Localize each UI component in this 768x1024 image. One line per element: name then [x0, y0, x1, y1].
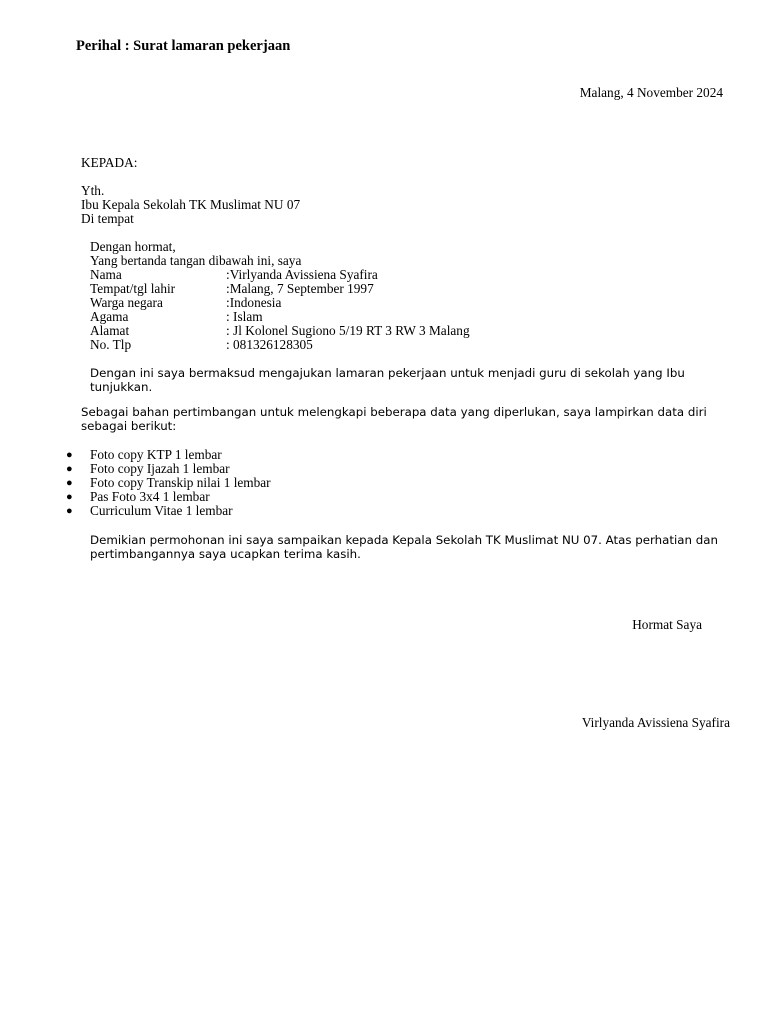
- list-item: [66, 504, 271, 518]
- identity-label: Nama: [90, 267, 122, 282]
- attachment-intro-paragraph: Sebagai bahan pertimbangan untuk melengkapi beberapa data yang diperlukan, saya lampirkan data diri sebagai berikut:: [81, 405, 707, 433]
- identity-value: : Jl Kolonel Sugiono 5/19 RT 3 RW 3 Malang: [226, 323, 470, 338]
- identity-row: [90, 268, 470, 282]
- letter-date: Malang, 4 November 2024: [579, 85, 723, 100]
- list-item-text: Foto copy Ijazah 1 lembar: [90, 461, 230, 476]
- intro-line: Yang bertanda tangan dibawah ini, saya: [90, 253, 302, 268]
- identity-label: Alamat: [90, 323, 130, 338]
- identity-row: [90, 282, 470, 296]
- recipient-address: [81, 184, 300, 226]
- bullet-icon: ●: [66, 505, 73, 517]
- address-line: Di tempat: [81, 211, 134, 226]
- list-item: [66, 448, 271, 462]
- identity-value: : 081326128305: [226, 337, 313, 352]
- identity-value: :Malang, 7 September 1997: [226, 281, 374, 296]
- address-line: Yth.: [81, 183, 105, 198]
- address-line: Ibu Kepala Sekolah TK Muslimat NU 07: [81, 197, 301, 212]
- purpose-paragraph: Dengan ini saya bermaksud mengajukan lamaran pekerjaan untuk menjadi guru di sekolah yang Ibu tunjukkan.: [90, 366, 685, 394]
- signer-name: Virlyanda Avissiena Syafira: [581, 715, 730, 730]
- identity-table: [90, 268, 470, 352]
- list-item: [66, 476, 271, 490]
- list-item: [66, 462, 271, 476]
- closing-paragraph: Demikian permohonan ini saya sampaikan kepada Kepala Sekolah TK Muslimat NU 07. Atas perhatian dan pertimbangannya saya ucapkan terima kasih.: [90, 533, 718, 561]
- list-item-text: Curriculum Vitae 1 lembar: [90, 503, 233, 518]
- identity-value: : Islam: [226, 309, 263, 324]
- identity-row: [90, 310, 470, 324]
- greeting: Dengan hormat,: [90, 239, 176, 254]
- attachment-list: [66, 448, 271, 518]
- identity-label: Warga negara: [90, 295, 163, 310]
- identity-value: :Indonesia: [226, 295, 282, 310]
- identity-label: No. Tlp: [90, 337, 132, 352]
- list-item-text: Foto copy Transkip nilai 1 lembar: [90, 475, 271, 490]
- bullet-icon: ●: [66, 477, 73, 489]
- greeting-block: [90, 240, 301, 268]
- list-item-text: Foto copy KTP 1 lembar: [90, 447, 222, 462]
- identity-row: [90, 296, 470, 310]
- bullet-icon: ●: [66, 449, 73, 461]
- identity-value: :Virlyanda Avissiena Syafira: [226, 267, 378, 282]
- list-item-text: Pas Foto 3x4 1 lembar: [90, 489, 210, 504]
- identity-row: [90, 338, 470, 352]
- identity-row: [90, 324, 470, 338]
- bullet-icon: ●: [66, 491, 73, 503]
- letter-subject: Perihal : Surat lamaran pekerjaan: [76, 38, 291, 54]
- closing-salutation: Hormat Saya: [632, 617, 702, 632]
- list-item: [66, 490, 271, 504]
- bullet-icon: ●: [66, 463, 73, 475]
- recipient-label: KEPADA:: [81, 155, 138, 170]
- identity-label: Tempat/tgl lahir: [90, 281, 176, 296]
- identity-label: Agama: [90, 309, 129, 324]
